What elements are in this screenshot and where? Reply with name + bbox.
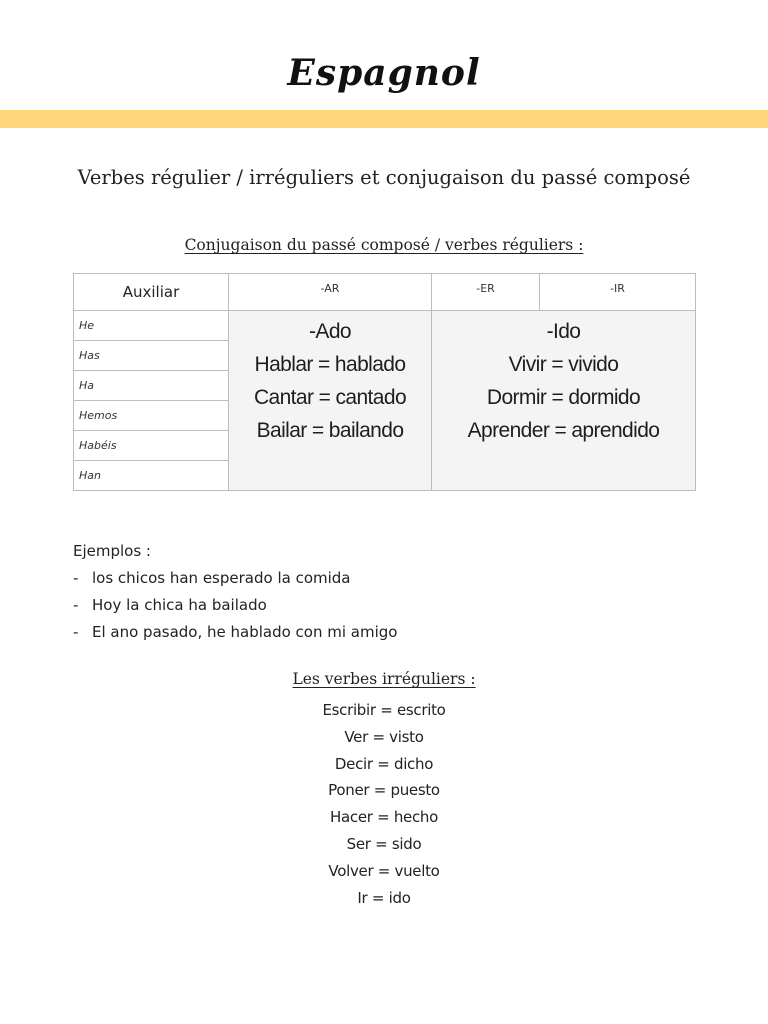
list-item: Ser = sido	[346, 834, 422, 853]
header-ar: -AR	[229, 274, 432, 311]
page-title: Espagnol	[287, 52, 481, 94]
conjugation-heading-text: Conjugaison du passé composé / verbes réguliers :	[184, 236, 584, 254]
er-ir-ending: -Ido	[546, 320, 581, 343]
irregular-heading	[0, 670, 768, 688]
er-ir-example: Dormir = dormido	[486, 386, 641, 409]
er-ir-verbs-cell	[432, 311, 696, 491]
pronoun-cell: Hemos	[74, 401, 229, 431]
list-item: Poner = puesto	[328, 781, 440, 800]
ar-verbs-cell	[229, 311, 432, 491]
conjugation-table	[73, 273, 696, 491]
list-item	[73, 592, 397, 619]
er-ir-example: Aprender = aprendido	[467, 419, 660, 442]
irregular-heading-text: Les verbes irréguliers :	[292, 670, 476, 688]
title-band	[0, 110, 768, 128]
ar-ending: -Ado	[309, 320, 351, 343]
irregular-list	[0, 697, 768, 911]
header-auxiliar: Auxiliar	[74, 274, 229, 311]
ar-example: Bailar = bailando	[256, 419, 404, 442]
table-header-row	[74, 274, 696, 311]
bullet-dash: -	[73, 623, 79, 641]
list-item	[73, 565, 397, 592]
ar-example: Hablar = hablado	[254, 353, 406, 376]
pronoun-cell: Han	[74, 461, 229, 491]
list-item: Ir = ido	[357, 888, 411, 907]
example-text: El ano pasado, he hablado con mi amigo	[92, 623, 398, 641]
bullet-dash: -	[73, 596, 79, 614]
list-item: Escribir = escrito	[322, 701, 446, 719]
example-text: los chicos han esperado la comida	[92, 569, 351, 587]
er-ir-example: Vivir = vivido	[508, 353, 619, 376]
page-subtitle: Verbes régulier / irréguliers et conjugaison du passé composé	[77, 166, 691, 189]
list-item: Volver = vuelto	[328, 861, 440, 880]
table-row	[74, 311, 696, 341]
examples-label: Ejemplos :	[73, 542, 151, 560]
header-er: -ER	[432, 274, 540, 311]
examples-block	[73, 538, 397, 646]
pronoun-cell: Ha	[74, 371, 229, 401]
list-item: Decir = dicho	[334, 754, 434, 773]
list-item: Hacer = hecho	[330, 808, 438, 827]
pronoun-cell: Has	[74, 341, 229, 371]
example-text: Hoy la chica ha bailado	[92, 596, 267, 614]
pronoun-cell: He	[74, 311, 229, 341]
list-item	[73, 619, 397, 646]
conjugation-heading	[0, 236, 768, 254]
header-ir: -IR	[540, 274, 696, 311]
pronoun-cell: Habéis	[74, 431, 229, 461]
ar-example: Cantar = cantado	[253, 386, 407, 409]
bullet-dash: -	[73, 569, 79, 587]
list-item: Ver = visto	[344, 727, 424, 746]
